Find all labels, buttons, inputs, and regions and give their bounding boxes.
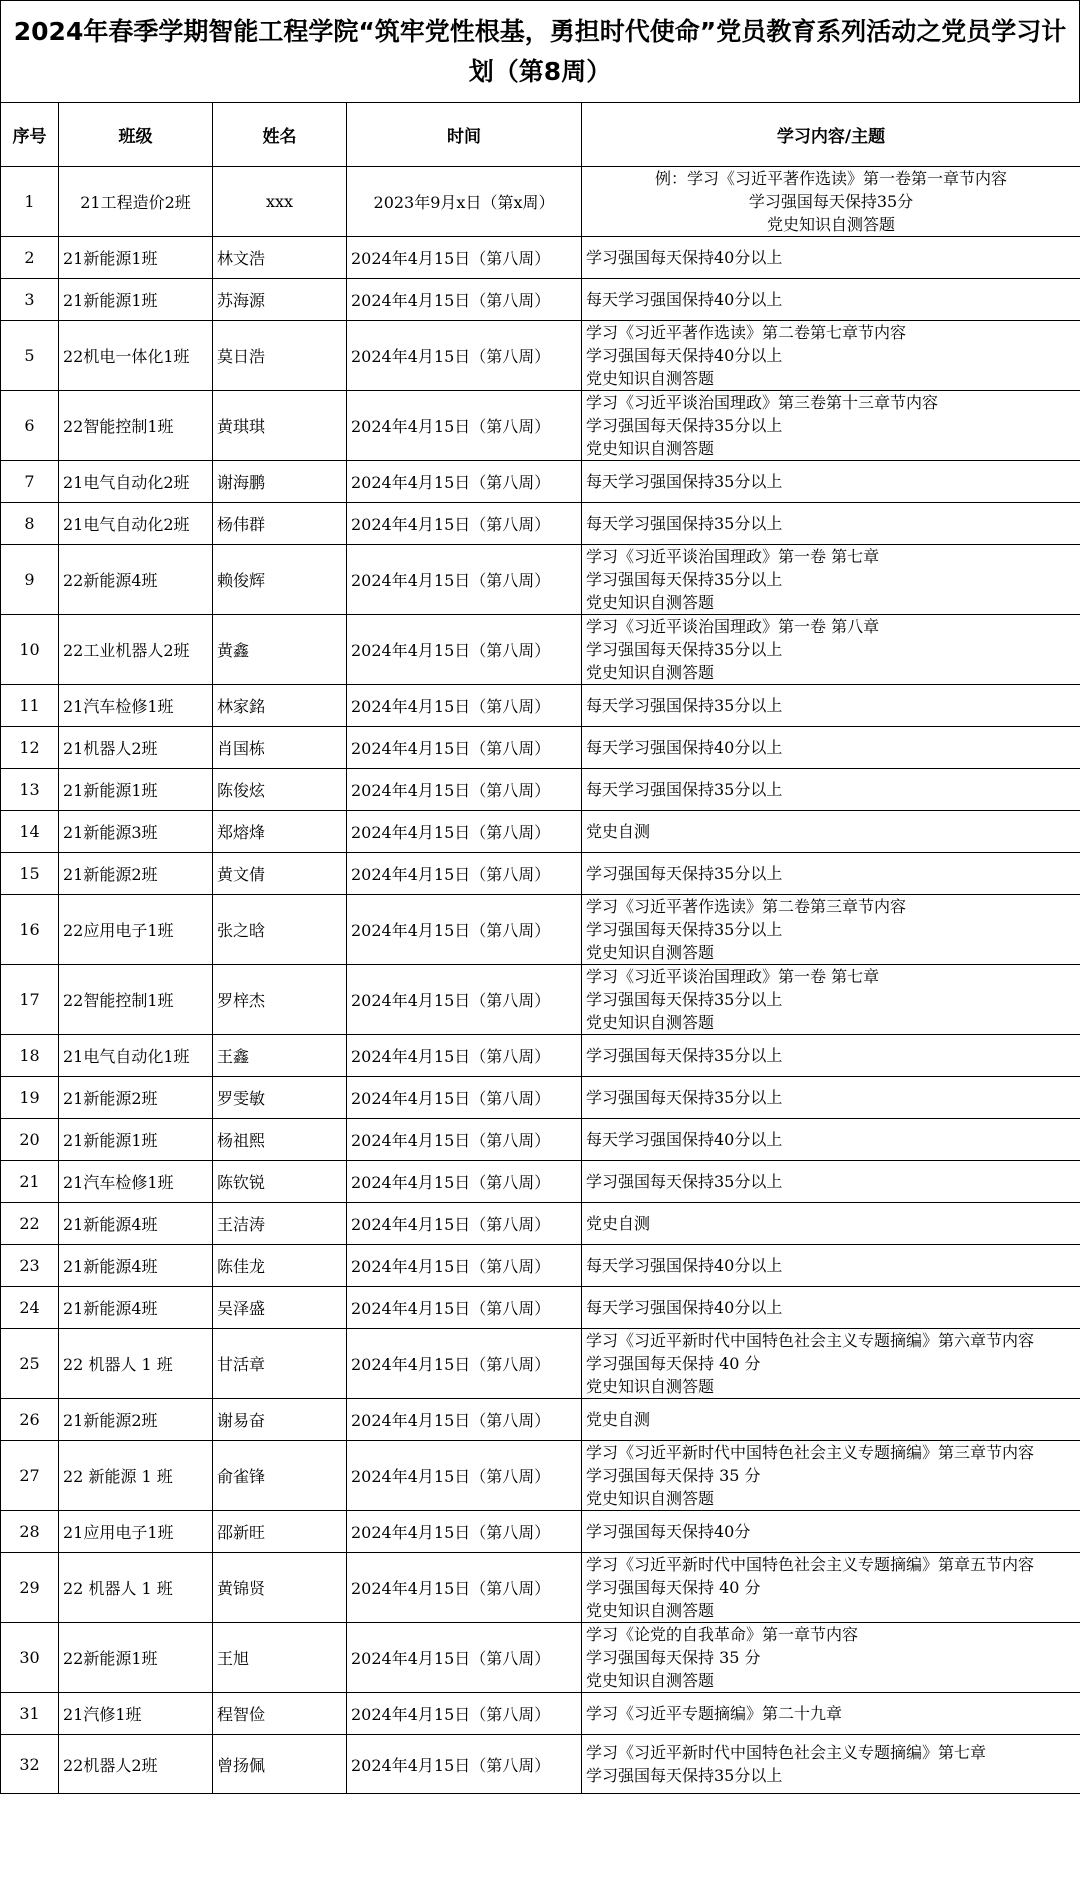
cell-name: 黄鑫 (213, 615, 347, 685)
cell-name: 郑熔烽 (213, 811, 347, 853)
cell-class: 21新能源3班 (59, 811, 213, 853)
content-line: 学习强国每天保持35分以上 (586, 1046, 783, 1065)
cell-index: 9 (1, 545, 59, 615)
cell-index: 8 (1, 503, 59, 545)
cell-name: 程智俭 (213, 1693, 347, 1735)
cell-class: 21新能源1班 (59, 237, 213, 279)
cell-time: 2024年4月15日（第八周） (347, 1161, 582, 1203)
cell-index: 21 (1, 1161, 59, 1203)
cell-content (582, 167, 1080, 237)
cell-index: 32 (1, 1735, 59, 1794)
table-row (1, 1693, 1080, 1735)
cell-class: 21应用电子1班 (59, 1511, 213, 1553)
table-row (1, 727, 1080, 769)
content-line: 党史知识自测答题 (586, 369, 715, 388)
content-line: 学习强国每天保持35分以上 (586, 920, 783, 939)
cell-index: 28 (1, 1511, 59, 1553)
cell-time: 2024年4月15日（第八周） (347, 237, 582, 279)
content-line: 每天学习强国保持35分以上 (586, 514, 783, 533)
cell-name: 王鑫 (213, 1035, 347, 1077)
cell-index: 16 (1, 895, 59, 965)
cell-time: 2024年4月15日（第八周） (347, 461, 582, 503)
cell-index: 14 (1, 811, 59, 853)
cell-content (582, 811, 1080, 853)
cell-time: 2024年4月15日（第八周） (347, 965, 582, 1035)
table-row (1, 1441, 1080, 1511)
cell-index: 13 (1, 769, 59, 811)
header-row (1, 103, 1080, 167)
cell-name: 陈俊炫 (213, 769, 347, 811)
cell-class: 21新能源2班 (59, 853, 213, 895)
content-line: 学习强国每天保持35分以上 (586, 416, 783, 435)
sheet-title-text: 2024年春季学期智能工程学院“筑牢党性根基，勇担时代使命”党员教育系列活动之党员学习计划（第8周） (13, 16, 1067, 86)
cell-content (582, 279, 1080, 321)
table-row (1, 545, 1080, 615)
cell-content (582, 1693, 1080, 1735)
table-row (1, 811, 1080, 853)
cell-time: 2024年4月15日（第八周） (347, 1399, 582, 1441)
content-line: 学习强国每天保持35分以上 (586, 990, 783, 1009)
cell-name: 吴泽盛 (213, 1287, 347, 1329)
cell-time: 2024年4月15日（第八周） (347, 1035, 582, 1077)
cell-content (582, 503, 1080, 545)
cell-content (582, 965, 1080, 1035)
cell-name: 黄琪琪 (213, 391, 347, 461)
content-line: 例：学习《习近平著作选读》第一卷第一章节内容 (654, 169, 1007, 188)
cell-index: 11 (1, 685, 59, 727)
cell-name: 苏海源 (213, 279, 347, 321)
cell-index: 5 (1, 321, 59, 391)
content-line: 学习强国每天保持35分以上 (586, 1088, 783, 1107)
content-line: 党史知识自测答题 (586, 943, 715, 962)
table-row (1, 1077, 1080, 1119)
cell-time: 2024年4月15日（第八周） (347, 1287, 582, 1329)
content-line: 学习《习近平谈治国理政》第一卷 第七章 (586, 547, 880, 566)
content-line: 党史知识自测答题 (766, 215, 895, 234)
cell-content (582, 1035, 1080, 1077)
cell-time: 2024年4月15日（第八周） (347, 1441, 582, 1511)
header-class: 班级 (59, 103, 213, 167)
cell-name: 杨祖熙 (213, 1119, 347, 1161)
cell-class: 22 新能源 1 班 (59, 1441, 213, 1511)
cell-name: 黄文倩 (213, 853, 347, 895)
content-line: 学习强国每天保持 40 分 (586, 1354, 761, 1373)
cell-name: 王旭 (213, 1623, 347, 1693)
content-line: 每天学习强国保持40分以上 (586, 1256, 783, 1275)
cell-content (582, 237, 1080, 279)
cell-name: 黄锦贤 (213, 1553, 347, 1623)
cell-content (582, 769, 1080, 811)
content-line: 党史自测 (586, 822, 651, 841)
table-row (1, 279, 1080, 321)
content-line: 每天学习强国保持40分以上 (586, 738, 783, 757)
content-line: 党史知识自测答题 (586, 1601, 715, 1620)
content-line: 党史知识自测答题 (586, 1489, 715, 1508)
content-line: 学习《习近平新时代中国特色社会主义专题摘编》第六章节内容 (586, 1331, 1035, 1350)
cell-content (582, 895, 1080, 965)
cell-class: 22 机器人 1 班 (59, 1553, 213, 1623)
cell-name: 俞雀锋 (213, 1441, 347, 1511)
cell-index: 17 (1, 965, 59, 1035)
cell-index: 22 (1, 1203, 59, 1245)
cell-time: 2024年4月15日（第八周） (347, 811, 582, 853)
table-row (1, 321, 1080, 391)
cell-name: 赖俊辉 (213, 545, 347, 615)
content-line: 学习《习近平新时代中国特色社会主义专题摘编》第七章 (586, 1743, 987, 1762)
cell-class: 21新能源1班 (59, 1119, 213, 1161)
cell-name: 肖国栋 (213, 727, 347, 769)
cell-class: 22智能控制1班 (59, 965, 213, 1035)
content-line: 每天学习强国保持40分以上 (586, 1130, 783, 1149)
cell-time: 2024年4月15日（第八周） (347, 1329, 582, 1399)
table-row (1, 167, 1080, 237)
cell-content (582, 1119, 1080, 1161)
content-line: 学习强国每天保持35分以上 (586, 1172, 783, 1191)
cell-class: 21新能源4班 (59, 1245, 213, 1287)
content-line: 学习《论党的自我革命》第一章节内容 (586, 1625, 859, 1644)
cell-time: 2024年4月15日（第八周） (347, 279, 582, 321)
cell-index: 27 (1, 1441, 59, 1511)
content-line: 学习强国每天保持35分以上 (586, 570, 783, 589)
table-row (1, 895, 1080, 965)
content-line: 党史知识自测答题 (586, 1671, 715, 1690)
content-line: 党史知识自测答题 (586, 1013, 715, 1032)
cell-name: 张之晗 (213, 895, 347, 965)
cell-class: 22 机器人 1 班 (59, 1329, 213, 1399)
table-row (1, 615, 1080, 685)
content-line: 学习《习近平谈治国理政》第一卷 第八章 (586, 617, 880, 636)
content-line: 学习《习近平专题摘编》第二十九章 (586, 1704, 843, 1723)
content-line: 每天学习强国保持40分以上 (586, 1298, 783, 1317)
table-row (1, 769, 1080, 811)
content-line: 党史知识自测答题 (586, 663, 715, 682)
table-row (1, 1511, 1080, 1553)
cell-name: 林文浩 (213, 237, 347, 279)
cell-time: 2024年4月15日（第八周） (347, 685, 582, 727)
table-row (1, 1553, 1080, 1623)
content-line: 每天学习强国保持35分以上 (586, 780, 783, 799)
content-line: 每天学习强国保持35分以上 (586, 696, 783, 715)
cell-class: 21新能源2班 (59, 1077, 213, 1119)
cell-time: 2024年4月15日（第八周） (347, 1077, 582, 1119)
cell-content (582, 1287, 1080, 1329)
cell-time: 2024年4月15日（第八周） (347, 503, 582, 545)
cell-content (582, 853, 1080, 895)
cell-index: 31 (1, 1693, 59, 1735)
table-row (1, 1203, 1080, 1245)
content-line: 党史知识自测答题 (586, 593, 715, 612)
cell-content (582, 321, 1080, 391)
cell-class: 21汽修1班 (59, 1693, 213, 1735)
cell-name: 陈钦锐 (213, 1161, 347, 1203)
content-line: 学习强国每天保持 35 分 (586, 1466, 761, 1485)
cell-content (582, 391, 1080, 461)
cell-time: 2024年4月15日（第八周） (347, 1623, 582, 1693)
cell-class: 22新能源1班 (59, 1623, 213, 1693)
cell-content (582, 1623, 1080, 1693)
cell-class: 21新能源2班 (59, 1399, 213, 1441)
cell-content (582, 1735, 1080, 1794)
table-row (1, 237, 1080, 279)
content-line: 学习强国每天保持 35 分 (586, 1648, 761, 1667)
cell-class: 22机器人2班 (59, 1735, 213, 1794)
cell-index: 24 (1, 1287, 59, 1329)
cell-name: 王洁涛 (213, 1203, 347, 1245)
cell-content (582, 1161, 1080, 1203)
cell-time: 2023年9月x日（第x周） (347, 167, 582, 237)
table-row (1, 1119, 1080, 1161)
cell-name: 曾扬佩 (213, 1735, 347, 1794)
cell-time: 2024年4月15日（第八周） (347, 615, 582, 685)
cell-name: 陈佳龙 (213, 1245, 347, 1287)
cell-content (582, 1329, 1080, 1399)
content-line: 学习强国每天保持40分以上 (586, 248, 783, 267)
table-row (1, 1329, 1080, 1399)
cell-content (582, 461, 1080, 503)
cell-class: 21汽车检修1班 (59, 1161, 213, 1203)
content-line: 党史知识自测答题 (586, 439, 715, 458)
content-line: 党史自测 (586, 1410, 651, 1429)
header-name: 姓名 (213, 103, 347, 167)
table-body (1, 167, 1080, 1794)
cell-class: 22智能控制1班 (59, 391, 213, 461)
cell-name: 杨伟群 (213, 503, 347, 545)
table-row (1, 685, 1080, 727)
table-row (1, 1245, 1080, 1287)
content-line: 学习强国每天保持35分 (748, 192, 914, 211)
table-row (1, 1623, 1080, 1693)
cell-name: 罗雯敏 (213, 1077, 347, 1119)
cell-time: 2024年4月15日（第八周） (347, 895, 582, 965)
cell-time: 2024年4月15日（第八周） (347, 1119, 582, 1161)
cell-index: 3 (1, 279, 59, 321)
cell-index: 30 (1, 1623, 59, 1693)
header-index: 序号 (1, 103, 59, 167)
cell-time: 2024年4月15日（第八周） (347, 1511, 582, 1553)
header-content: 学习内容/主题 (582, 103, 1080, 167)
content-line: 每天学习强国保持35分以上 (586, 472, 783, 491)
cell-name: 甘活章 (213, 1329, 347, 1399)
table-row (1, 1735, 1080, 1794)
cell-class: 21机器人2班 (59, 727, 213, 769)
cell-content (582, 1553, 1080, 1623)
content-line: 学习强国每天保持 40 分 (586, 1578, 761, 1597)
header-time: 时间 (347, 103, 582, 167)
cell-index: 20 (1, 1119, 59, 1161)
cell-class: 22工业机器人2班 (59, 615, 213, 685)
content-line: 学习《习近平著作选读》第二卷第三章节内容 (586, 897, 907, 916)
cell-time: 2024年4月15日（第八周） (347, 1203, 582, 1245)
table-row (1, 853, 1080, 895)
cell-name: 林家銘 (213, 685, 347, 727)
cell-name: 邵新旺 (213, 1511, 347, 1553)
content-line: 学习《习近平著作选读》第二卷第七章节内容 (586, 323, 907, 342)
cell-index: 1 (1, 167, 59, 237)
sheet-title (0, 0, 1080, 102)
cell-index: 6 (1, 391, 59, 461)
cell-content (582, 615, 1080, 685)
cell-name: 谢海鹏 (213, 461, 347, 503)
table-row (1, 503, 1080, 545)
cell-index: 26 (1, 1399, 59, 1441)
cell-index: 15 (1, 853, 59, 895)
content-line: 学习强国每天保持40分以上 (586, 346, 783, 365)
cell-class: 22应用电子1班 (59, 895, 213, 965)
table-row (1, 391, 1080, 461)
cell-time: 2024年4月15日（第八周） (347, 769, 582, 811)
cell-name: 谢易奋 (213, 1399, 347, 1441)
cell-time: 2024年4月15日（第八周） (347, 1553, 582, 1623)
content-line: 学习强国每天保持35分以上 (586, 640, 783, 659)
table-row (1, 1399, 1080, 1441)
table-row (1, 965, 1080, 1035)
cell-class: 21电气自动化1班 (59, 1035, 213, 1077)
cell-time: 2024年4月15日（第八周） (347, 321, 582, 391)
table-row (1, 1035, 1080, 1077)
content-line: 党史自测 (586, 1214, 651, 1233)
cell-class: 21新能源1班 (59, 279, 213, 321)
cell-index: 12 (1, 727, 59, 769)
table-row (1, 461, 1080, 503)
cell-time: 2024年4月15日（第八周） (347, 391, 582, 461)
cell-time: 2024年4月15日（第八周） (347, 545, 582, 615)
cell-content (582, 1203, 1080, 1245)
cell-index: 10 (1, 615, 59, 685)
cell-index: 7 (1, 461, 59, 503)
cell-index: 29 (1, 1553, 59, 1623)
table-row (1, 1161, 1080, 1203)
cell-name: 罗梓杰 (213, 965, 347, 1035)
cell-index: 2 (1, 237, 59, 279)
cell-index: 25 (1, 1329, 59, 1399)
content-line: 每天学习强国保持40分以上 (586, 290, 783, 309)
cell-class: 21新能源1班 (59, 769, 213, 811)
cell-content (582, 1511, 1080, 1553)
cell-index: 19 (1, 1077, 59, 1119)
cell-index: 23 (1, 1245, 59, 1287)
cell-class: 21电气自动化2班 (59, 461, 213, 503)
cell-class: 22新能源4班 (59, 545, 213, 615)
cell-name: 莫日浩 (213, 321, 347, 391)
cell-content (582, 1441, 1080, 1511)
cell-class: 22机电一体化1班 (59, 321, 213, 391)
cell-time: 2024年4月15日（第八周） (347, 1245, 582, 1287)
content-line: 学习《习近平谈治国理政》第一卷 第七章 (586, 967, 880, 986)
cell-class: 21新能源4班 (59, 1287, 213, 1329)
content-line: 学习强国每天保持35分以上 (586, 864, 783, 883)
study-plan-table (0, 102, 1080, 1794)
cell-time: 2024年4月15日（第八周） (347, 1735, 582, 1794)
cell-time: 2024年4月15日（第八周） (347, 727, 582, 769)
content-line: 党史知识自测答题 (586, 1377, 715, 1396)
cell-content (582, 685, 1080, 727)
cell-class: 21工程造价2班 (59, 167, 213, 237)
table-row (1, 1287, 1080, 1329)
content-line: 学习强国每天保持35分以上 (586, 1766, 783, 1785)
cell-class: 21汽车检修1班 (59, 685, 213, 727)
cell-content (582, 727, 1080, 769)
content-line: 学习强国每天保持40分 (586, 1522, 751, 1541)
cell-content (582, 1077, 1080, 1119)
cell-class: 21电气自动化2班 (59, 503, 213, 545)
cell-content (582, 545, 1080, 615)
cell-class: 21新能源4班 (59, 1203, 213, 1245)
cell-name: xxx (213, 167, 347, 237)
cell-content (582, 1399, 1080, 1441)
cell-time: 2024年4月15日（第八周） (347, 853, 582, 895)
content-line: 学习《习近平新时代中国特色社会主义专题摘编》第三章节内容 (586, 1443, 1035, 1462)
cell-time: 2024年4月15日（第八周） (347, 1693, 582, 1735)
content-line: 学习《习近平新时代中国特色社会主义专题摘编》第章五节内容 (586, 1555, 1035, 1574)
content-line: 学习《习近平谈治国理政》第三卷第十三章节内容 (586, 393, 939, 412)
cell-index: 18 (1, 1035, 59, 1077)
cell-content (582, 1245, 1080, 1287)
